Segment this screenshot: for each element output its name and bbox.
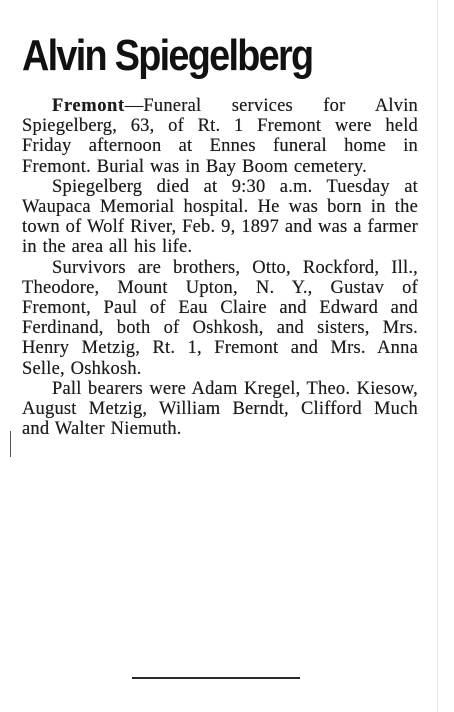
dateline-separator: —: [124, 96, 144, 116]
obituary-headline: Alvin Spiegelberg: [22, 31, 313, 80]
left-margin-mark: [10, 431, 11, 457]
dateline: Fremont: [52, 96, 125, 116]
end-rule: [132, 677, 300, 679]
paragraph-pall-bearers: Pall bearers were Adam Kregel, Theo. Kiesow, August Metzig, William Berndt, Clifford Much and Walter Niemuth.: [22, 378, 418, 440]
obituary-body: [22, 96, 418, 439]
clipping-edge-line: [437, 0, 438, 712]
paragraph-text: Funeral services for Alvin Spiegelberg, 63, of Rt. 1 Fremont were held Friday afternoon at Ennes funeral home in Fremont. Burial was in Bay Boom cemetery.: [22, 96, 418, 177]
paragraph-funeral-services: [22, 96, 418, 177]
paragraph-survivors: Survivors are brothers, Otto, Rockford, Ill., Theodore, Mount Upton, N. Y., Gustav of Fremont, Paul of Eau Claire and Edward and Ferdinand, both of Oshkosh, and sisters, Mrs. Henry Metzig, Rt. 1, Fremont and Mrs. Anna Selle, Oshkosh.: [22, 257, 418, 379]
paragraph-death-details: Spiegelberg died at 9:30 a.m. Tuesday at Waupaca Memorial hospital. He was born in the town of Wolf River, Feb. 9, 1897 and was a farmer in the area all his life.: [22, 176, 418, 258]
